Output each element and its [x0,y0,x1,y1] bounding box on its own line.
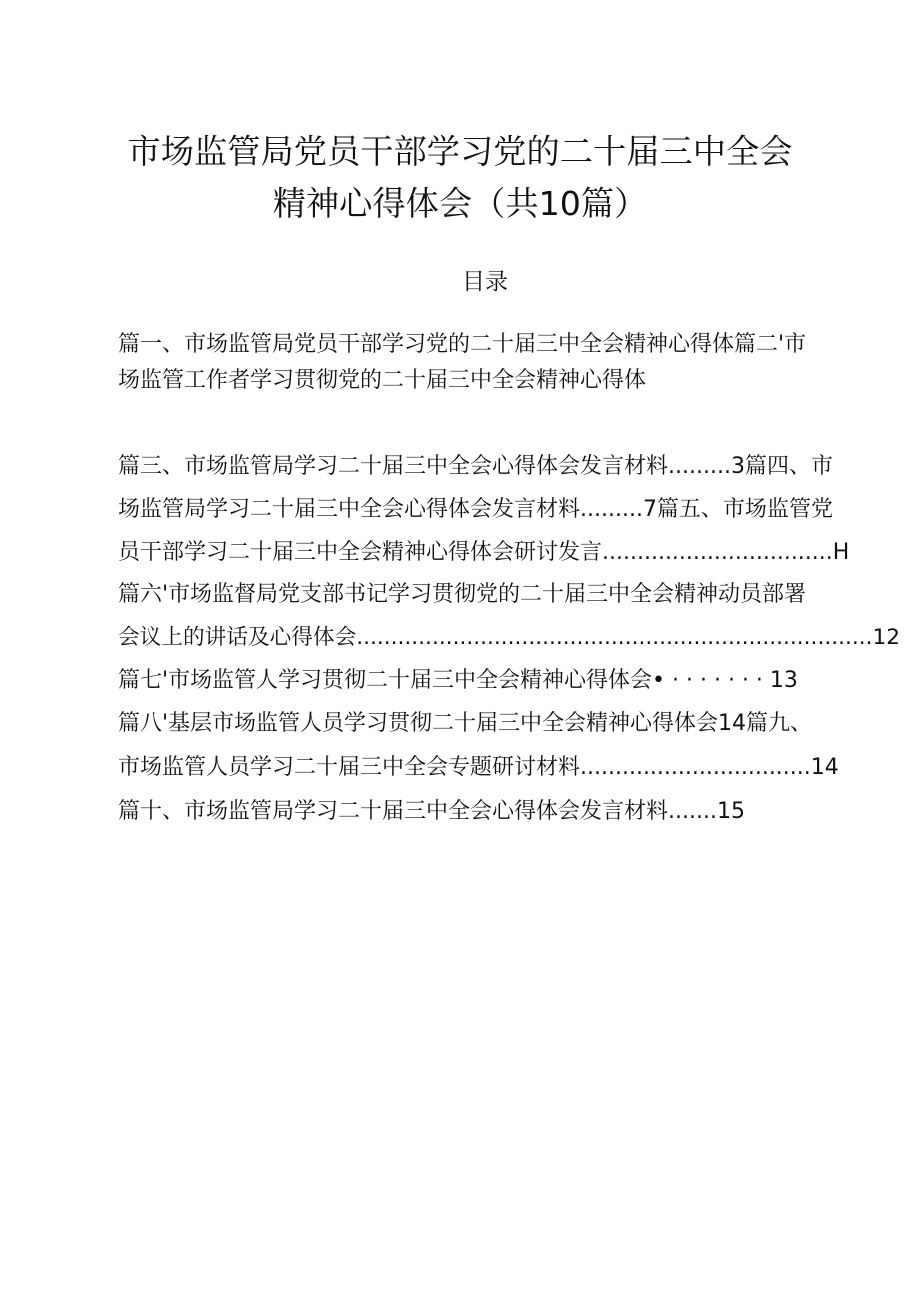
toc-line-9: 篇八'基层市场监管人员学习贯彻二十届三中全会精神心得体会14篇九、 [118,711,813,736]
toc-line-3: 篇三、市场监管局学习二十届三中全会心得体会发言材料.........3篇四、市 [118,454,833,479]
toc-line-2: 场监管工作者学习贯彻党的二十届三中全会精神心得体 [118,368,647,393]
toc-line-5: 员干部学习二十届三中全会精神心得体会研讨发言.................................H [118,540,850,565]
toc-line-4: 场监管局学习二十届三中全会心得体会发言材料.........7篇五、市场监管党 [118,497,833,522]
toc-line-10: 市场监管人员学习二十届三中全会专题研讨材料.................................14 [118,755,839,780]
toc-line-11: 篇十、市场监管局学习二十届三中全会心得体会发言材料.......15 [118,799,745,824]
toc-line-8: 篇七'市场监管人学习贯彻二十届三中全会精神心得体会• · · · · · · · 13 [118,668,798,693]
toc-line-6: 篇六'市场监督局党支部书记学习贯彻党的二十届三中全会精神动员部署 [118,582,807,607]
toc-line-7: 会议上的讲话及心得体会...........................................................................12 [118,625,901,650]
document-title-line-1: 市场监管局党员干部学习党的二十届三中全会 [127,132,793,171]
toc-heading: 目录 [462,269,508,295]
toc-line-1: 篇一、市场监管局党员干部学习党的二十届三中全会精神心得体篇二'市 [118,332,807,357]
document-title-line-2: 精神心得体会（共10篇） [272,184,648,223]
